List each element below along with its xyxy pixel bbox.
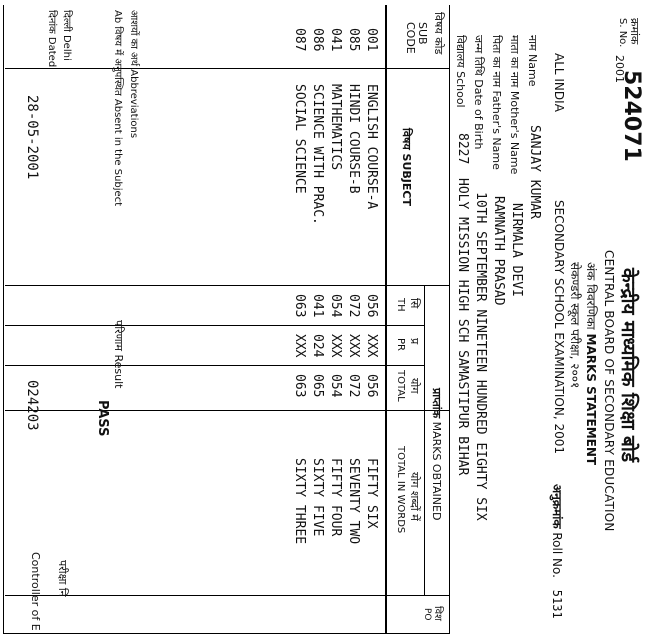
- row-pr: 024: [310, 334, 325, 358]
- words-header-hi: योग शब्दों में: [408, 472, 421, 521]
- extra-header-hi: विश: [432, 606, 443, 621]
- row-subject: ENGLISH COURSE-A: [364, 84, 379, 210]
- row-th: 041: [310, 294, 325, 318]
- abbrev-heading: आशयों का अर्थ Abbreviations: [128, 10, 139, 139]
- board-name-english: CENTRAL BOARD OF SECONDARY EDUCATION: [602, 250, 616, 532]
- row-words: SIXTY THREE: [292, 458, 307, 545]
- serial-number: 524071: [619, 70, 644, 162]
- subject-header: विषय SUBJECT: [400, 128, 413, 206]
- exam-hindi: सेकण्डरी स्कूल परीक्षा, २००१: [568, 262, 582, 389]
- student-name: SANJAY KUMAR: [527, 125, 542, 219]
- table-row: [308, 0, 326, 636]
- board-name-hindi: केन्द्रीय माध्यमिक शिक्षा बोर्ड: [617, 268, 639, 462]
- serial-bottom: 024203: [24, 380, 40, 431]
- controller-hi: परीक्षा नि: [56, 560, 69, 597]
- year-code: 2001: [613, 55, 626, 83]
- father-label: पिता का नाम Father's Name: [490, 35, 503, 170]
- pr-header-en: PR: [395, 338, 406, 351]
- school-label: विद्यालय School: [454, 35, 467, 108]
- row-subject: SOCIAL SCIENCE: [292, 84, 307, 194]
- row-total: 056: [364, 374, 379, 398]
- exam-english: SECONDARY SCHOOL EXAMINATION, 2001: [552, 200, 566, 454]
- roll-number: अनुक्रमांक Roll No. 5131: [550, 484, 564, 619]
- region: ALL INDIA: [552, 53, 566, 112]
- row-code: 085: [346, 28, 361, 52]
- dated-value: 28-05-2001: [24, 95, 40, 180]
- words-header-en: TOTAL IN WORDS: [395, 446, 406, 534]
- mother-name: NIRMALA DEVI: [509, 203, 524, 297]
- row-code: 087: [292, 28, 307, 52]
- table-row: [362, 0, 380, 636]
- father-name: RAMNATH PRASAD: [491, 196, 506, 306]
- table-row: [344, 0, 362, 636]
- dated-label: दिनांक Dated: [46, 10, 57, 68]
- row-words: SEVENTY TWO: [346, 458, 361, 545]
- row-words: FIFTY FOUR: [328, 458, 343, 537]
- total-header-hi: योग: [408, 378, 421, 394]
- row-total: 063: [292, 374, 307, 398]
- row-code: 041: [328, 28, 343, 52]
- row-th: 072: [346, 294, 361, 318]
- school-name: HOLY MISSION HIGH SCH SAMASTIPUR BIHAR: [455, 178, 470, 476]
- extra-header-en: PO: [422, 608, 432, 621]
- result-value: PASS: [95, 400, 110, 437]
- row-subject: MATHEMATICS: [328, 84, 343, 171]
- serial-label-en: S. No.: [617, 18, 628, 48]
- school-code: 8227: [455, 133, 470, 165]
- dob-label: जन्म तिथि Date of Birth: [472, 35, 485, 150]
- mother-label: माता का नाम Mother's Name: [508, 35, 521, 175]
- row-subject: SCIENCE WITH PRAC.: [310, 84, 325, 225]
- marks-table: [3, 5, 450, 634]
- row-subject: HINDI COURSE-B: [346, 84, 361, 194]
- row-pr: XXX: [346, 334, 361, 358]
- row-words: SIXTY FIVE: [310, 458, 325, 537]
- row-total: 065: [310, 374, 325, 398]
- row-pr: XXX: [364, 334, 379, 358]
- row-total: 054: [328, 374, 343, 398]
- pr-header-hi: प्र: [408, 338, 421, 345]
- controller-en: Controller of E: [29, 552, 42, 631]
- row-th: 054: [328, 294, 343, 318]
- table-row: [290, 0, 308, 636]
- marks-obtained-header: प्राप्तांक MARKS OBTAINED: [430, 388, 443, 521]
- th-header-en: TH: [395, 298, 406, 312]
- table-row: [326, 0, 344, 636]
- name-label: नाम Name: [526, 35, 539, 87]
- row-pr: XXX: [328, 334, 343, 358]
- place: दिल्ली Delhi: [61, 10, 72, 61]
- sub-code-header-hi: विषय कोड: [432, 12, 445, 55]
- sub-code-header-en: SUB CODE: [404, 22, 429, 54]
- row-code: 086: [310, 28, 325, 52]
- serial-label: क्रमांक: [628, 18, 641, 45]
- statement-title: अंक विवरणिका MARKS STATEMENT: [584, 262, 598, 466]
- row-code: 001: [364, 28, 379, 52]
- result-label: परिणाम Result: [112, 320, 125, 389]
- total-header-en: TOTAL: [395, 370, 406, 402]
- th-header-hi: सि: [408, 298, 421, 309]
- date-of-birth: 10TH SEPTEMBER NINETEEN HUNDRED EIGHTY SIX: [473, 192, 488, 521]
- marks-rows: [290, 0, 380, 636]
- row-total: 072: [346, 374, 361, 398]
- row-words: FIFTY SIX: [364, 458, 379, 529]
- row-th: 063: [292, 294, 307, 318]
- row-pr: XXX: [292, 334, 307, 358]
- abbrev-absent: Ab विषय में अनुपस्थित Absent in the Subject: [112, 10, 123, 207]
- row-th: 056: [364, 294, 379, 318]
